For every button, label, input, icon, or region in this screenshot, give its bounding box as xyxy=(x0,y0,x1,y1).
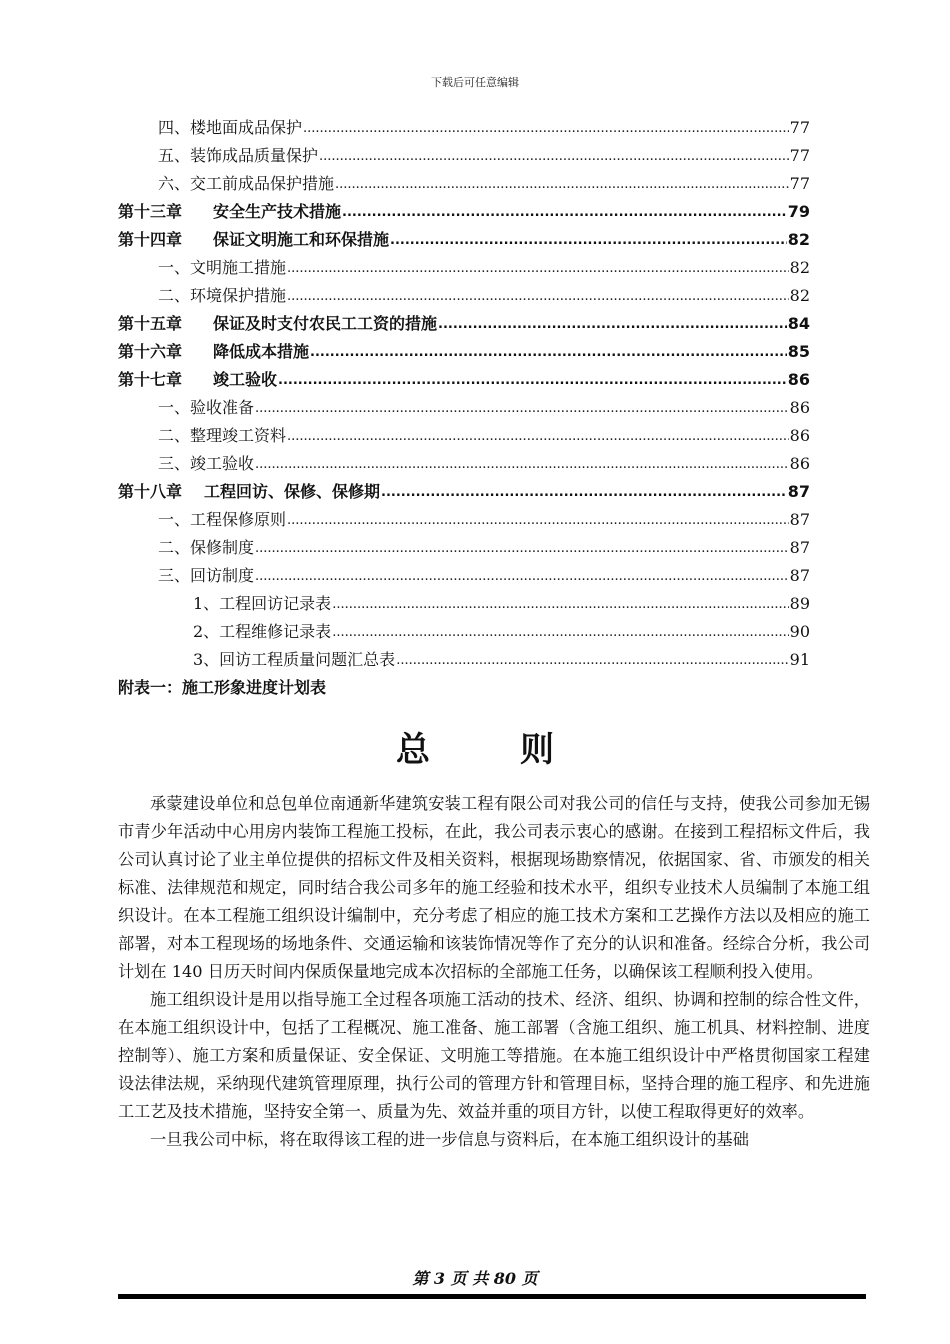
toc-page-number: 86 xyxy=(789,454,810,473)
toc-leader-dots xyxy=(396,647,788,675)
toc-leader-dots xyxy=(278,367,787,395)
toc-title: 二、环境保护措施 xyxy=(158,286,287,305)
toc-leader-dots xyxy=(332,619,788,647)
toc-appendix[interactable] xyxy=(118,674,810,702)
toc-title: 一、文明施工措施 xyxy=(158,258,287,277)
toc-page-number: 87 xyxy=(789,510,810,529)
toc-leader-dots xyxy=(332,591,788,619)
toc-leader-dots xyxy=(390,227,787,255)
toc-leader-dots xyxy=(335,171,789,199)
toc-page-number: 87 xyxy=(787,482,810,501)
toc-page-number: 82 xyxy=(789,286,810,305)
table-of-contents xyxy=(118,114,810,702)
toc-page-number: 82 xyxy=(787,230,810,249)
toc-title: 二、保修制度 xyxy=(158,538,255,557)
toc-entry[interactable] xyxy=(118,254,810,282)
body-text xyxy=(118,790,870,1154)
toc-entry[interactable] xyxy=(118,422,810,450)
paragraph: 承蒙建设单位和总包单位南通新华建筑安装工程有限公司对我公司的信任与支持，使我公司参加无锡市青少年活动中心用房内装饰工程施工投标，在此，我公司表示衷心的感谢。在接到工程招标文件后，我公司认真讨论了业主单位提供的招标文件及相关资料，根据现场勘察情况，依据国家、省、市颁发的相关标准、法律规范和规定，同时结合我公司多年的施工经验和技术水平，组织专业技术人员编制了本施工组织设计。在本工程施工组织设计编制中，充分考虑了相应的施工技术方案和工艺操作方法以及相应的施工部署，对本工程现场的场地条件、交通运输和该装饰情况等作了充分的认识和准备。经综合分析，我公司计划在 140 日历天时间内保质保量地完成本次招标的全部施工任务，以确保该工程顺利投入使用。 xyxy=(118,794,870,981)
toc-entry[interactable] xyxy=(118,590,810,618)
toc-title: 三、竣工验收 xyxy=(158,454,255,473)
toc-page-number: 77 xyxy=(789,118,810,137)
toc-title: 二、整理竣工资料 xyxy=(158,426,287,445)
toc-page-number: 91 xyxy=(789,650,810,669)
toc-page-number: 84 xyxy=(787,314,810,333)
toc-page-number: 77 xyxy=(789,146,810,165)
toc-leader-dots xyxy=(287,255,789,283)
toc-entry[interactable] xyxy=(118,562,810,590)
toc-title: 安全生产技术措施 xyxy=(213,202,342,221)
toc-entry[interactable] xyxy=(118,506,810,534)
toc-title: 2、工程维修记录表 xyxy=(193,622,332,641)
toc-leader-dots xyxy=(255,451,789,479)
toc-leader-dots xyxy=(381,479,787,507)
toc-entry[interactable] xyxy=(118,366,810,394)
toc-page-number: 87 xyxy=(789,566,810,585)
toc-chapter-number: 第十五章 xyxy=(118,314,183,333)
toc-leader-dots xyxy=(255,395,789,423)
toc-leader-dots xyxy=(287,283,789,311)
toc-title: 一、验收准备 xyxy=(158,398,255,417)
toc-leader-dots xyxy=(255,563,789,591)
toc-title: 四、楼地面成品保护 xyxy=(158,118,303,137)
page-header: 下载后可任意编辑 xyxy=(431,76,519,89)
toc-entry[interactable] xyxy=(118,338,810,366)
toc-entry[interactable] xyxy=(118,142,810,170)
toc-entry[interactable] xyxy=(118,114,810,142)
toc-entry[interactable] xyxy=(118,646,810,674)
toc-page-number: 86 xyxy=(789,398,810,417)
toc-page-number: 89 xyxy=(789,594,810,613)
toc-leader-dots xyxy=(310,339,787,367)
toc-entry[interactable] xyxy=(118,478,810,506)
toc-entry[interactable] xyxy=(118,310,810,338)
toc-leader-dots xyxy=(438,311,787,339)
toc-page-number: 77 xyxy=(789,174,810,193)
toc-chapter-number: 第十四章 xyxy=(118,230,183,249)
toc-page-number: 85 xyxy=(787,342,810,361)
toc-title: 保证文明施工和环保措施 xyxy=(213,230,390,249)
toc-entry[interactable] xyxy=(118,170,810,198)
toc-entry[interactable] xyxy=(118,198,810,226)
toc-title: 竣工验收 xyxy=(213,370,278,389)
toc-title: 六、交工前成品保护措施 xyxy=(158,174,335,193)
toc-title: 三、回访制度 xyxy=(158,566,255,585)
toc-chapter-number: 第十三章 xyxy=(118,202,183,221)
page-number: 第 3 页 共 80 页 xyxy=(412,1269,538,1288)
section-title: 总则 xyxy=(396,730,644,770)
toc-chapter-number: 第十八章 xyxy=(118,482,183,501)
paragraph: 施工组织设计是用以指导施工全过程各项施工活动的技术、经济、组织、协调和控制的综合性文件，在本施工组织设计中，包括了工程概况、施工准备、施工部署（含施工组织、施工机具、材料控制、进度控制等）、施工方案和质量保证、安全保证、文明施工等措施。在本施工组织设计中严格贯彻国家工程建设法律法规，采纳现代建筑管理原理，执行公司的管理方针和管理目标，坚持合理的施工程序、和先进施工工艺及技术措施，坚持安全第一、质量为先、效益并重的项目方针，以使工程取得更好的效率。 xyxy=(118,990,870,1121)
toc-entry[interactable] xyxy=(118,226,810,254)
toc-page-number: 82 xyxy=(789,258,810,277)
toc-title: 附表一：施工形象进度计划表 xyxy=(118,678,327,697)
toc-entry[interactable] xyxy=(118,534,810,562)
toc-leader-dots xyxy=(342,199,787,227)
toc-leader-dots xyxy=(287,423,789,451)
toc-chapter-number: 第十六章 xyxy=(118,342,183,361)
toc-title: 3、回访工程质量问题汇总表 xyxy=(193,650,396,669)
footer-rule xyxy=(118,1294,866,1299)
toc-entry[interactable] xyxy=(118,394,810,422)
toc-page-number: 79 xyxy=(787,202,810,221)
toc-page-number: 90 xyxy=(789,622,810,641)
toc-title: 1、工程回访记录表 xyxy=(193,594,332,613)
toc-page-number: 86 xyxy=(789,426,810,445)
toc-leader-dots xyxy=(255,535,789,563)
paragraph: 一旦我公司中标，将在取得该工程的进一步信息与资料后，在本施工组织设计的基础 xyxy=(150,1130,749,1149)
toc-entry[interactable] xyxy=(118,450,810,478)
toc-title: 工程回访、保修、保修期 xyxy=(204,482,381,501)
toc-title: 保证及时支付农民工工资的措施 xyxy=(213,314,438,333)
toc-title: 一、工程保修原则 xyxy=(158,510,287,529)
toc-leader-dots xyxy=(287,507,789,535)
toc-page-number: 87 xyxy=(789,538,810,557)
toc-page-number: 86 xyxy=(787,370,810,389)
toc-entry[interactable] xyxy=(118,618,810,646)
toc-title: 降低成本措施 xyxy=(213,342,310,361)
toc-chapter-number: 第十七章 xyxy=(118,370,183,389)
toc-leader-dots xyxy=(303,115,789,143)
toc-leader-dots xyxy=(319,143,789,171)
toc-entry[interactable] xyxy=(118,282,810,310)
toc-title: 五、装饰成品质量保护 xyxy=(158,146,319,165)
